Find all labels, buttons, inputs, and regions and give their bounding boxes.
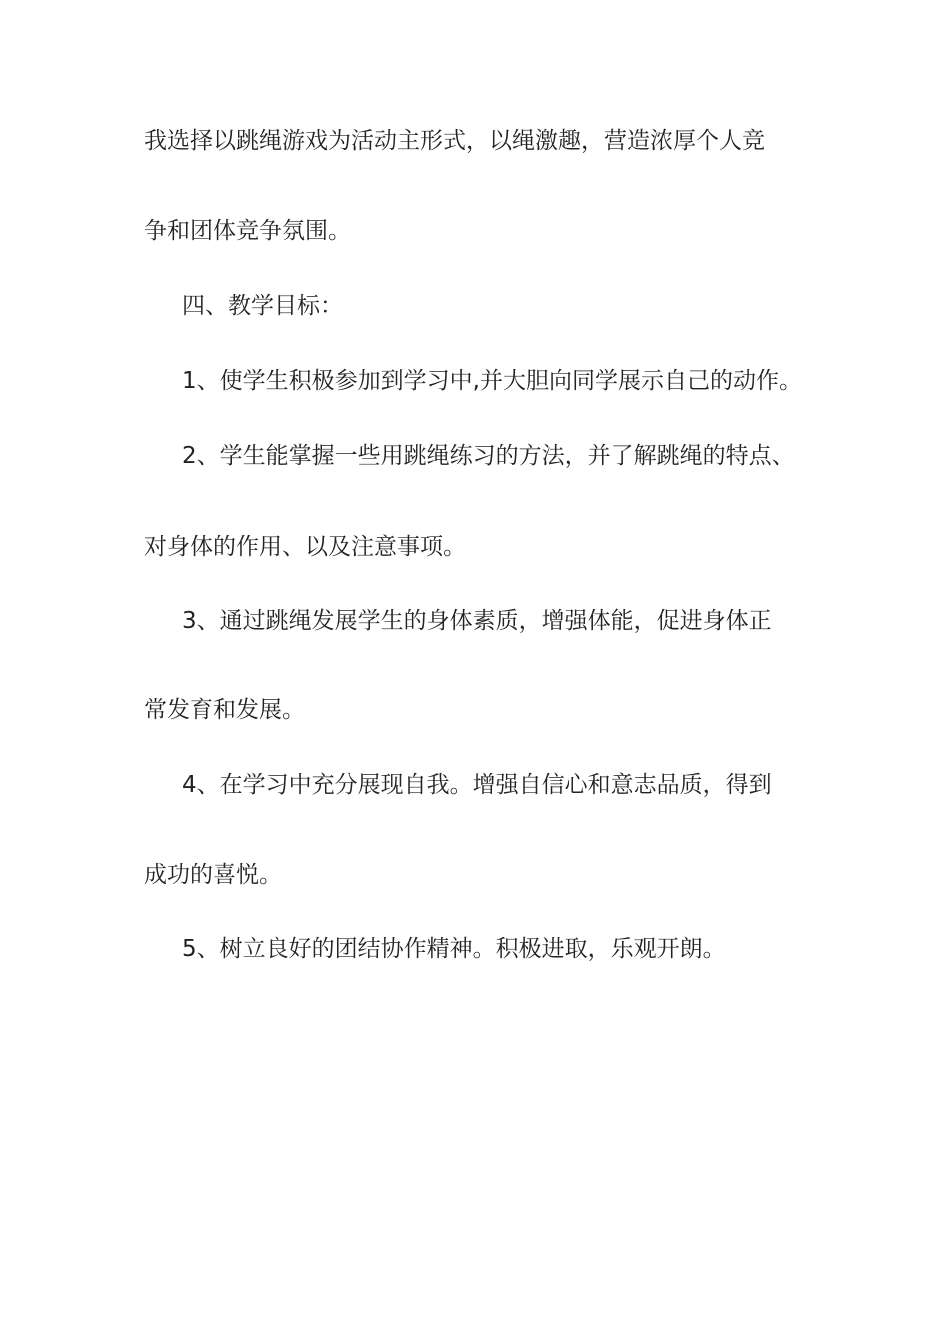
goal-item-3: 3、通过跳绳发展学生的身体素质，增强体能，促进身体正 — [182, 608, 772, 634]
goal-item-4-continued: 成功的喜悦。 — [144, 862, 282, 888]
paragraph-line: 争和团体竞争氛围。 — [144, 218, 351, 244]
section-heading: 四、教学目标： — [182, 293, 343, 319]
goal-item-2-continued: 对身体的作用、以及注意事项。 — [144, 534, 466, 560]
paragraph-line: 我选择以跳绳游戏为活动主形式，以绳激趣，营造浓厚个人竞 — [144, 128, 765, 154]
goal-item-4: 4、在学习中充分展现自我。增强自信心和意志品质，得到 — [182, 772, 772, 798]
goal-item-1: 1、使学生积极参加到学习中,并大胆向同学展示自己的动作。 — [182, 368, 802, 394]
goal-item-3-continued: 常发育和发展。 — [144, 697, 305, 723]
goal-item-5: 5、树立良好的团结协作精神。积极进取，乐观开朗。 — [182, 936, 726, 962]
goal-item-2: 2、学生能掌握一些用跳绳练习的方法，并了解跳绳的特点、 — [182, 443, 795, 469]
